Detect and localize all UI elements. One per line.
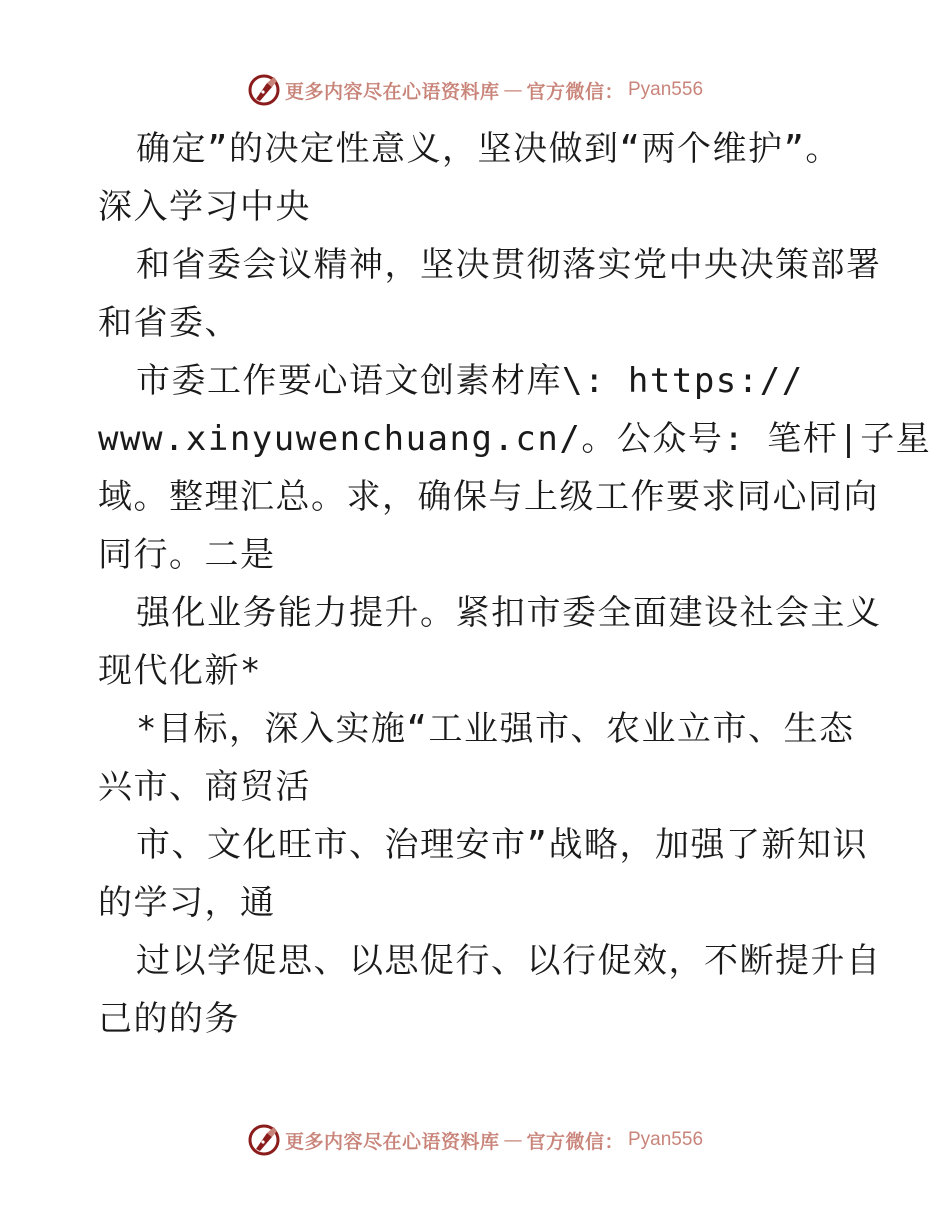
body-line: 己的的务 [98, 999, 240, 1039]
body-line: 强化业务能力提升。紧扣市委全面建设社会主义 [136, 593, 882, 633]
footer-wechat-label: 官方微信： [526, 1130, 624, 1153]
footer-brand-text: 更多内容尽在心语资料库 [284, 1130, 500, 1153]
pen-nib-circle-icon [247, 73, 281, 107]
header-separator: — [503, 79, 523, 101]
header-wechat-id: Pyan556 [628, 79, 704, 100]
body-line: 深入学习中央 [98, 187, 311, 227]
body-line: *目标，深入实施“工业强市、农业立市、生态 [136, 709, 855, 749]
page-header [0, 72, 950, 108]
body-line: 和省委、 [98, 303, 240, 343]
body-line: 兴市、商贸活 [98, 767, 311, 807]
footer-separator: — [503, 1129, 523, 1151]
header-brand [247, 73, 703, 107]
pen-nib-circle-icon [247, 1123, 281, 1157]
body-line: 确定”的决定性意义，坚决做到“两个维护”。 [136, 129, 841, 169]
header-brand-text: 更多内容尽在心语资料库 [284, 80, 500, 103]
body-line: 域。整理汇总。求，确保与上级工作要求同心同向 [98, 477, 879, 517]
body-line: 市、文化旺市、治理安市”战略，加强了新知识 [136, 825, 868, 865]
document-body [98, 120, 932, 1048]
footer-brand [247, 1123, 703, 1157]
body-line: 的学习，通 [98, 883, 276, 923]
body-line: www.xinyuwenchuang.cn/。公众号: 笔杆|子星 [98, 419, 932, 459]
header-wechat-label: 官方微信： [526, 80, 624, 103]
body-line: 和省委会议精神，坚决贯彻落实党中央决策部署 [136, 245, 882, 285]
footer-wechat-id: Pyan556 [628, 1129, 704, 1150]
page-footer [0, 1122, 950, 1158]
body-line: 同行。二是 [98, 535, 276, 575]
body-line: 市委工作要心语文创素材库\: https:// [136, 361, 804, 401]
body-line: 过以学促思、以思促行、以行促效，不断提升自 [136, 941, 882, 981]
body-line: 现代化新* [98, 651, 262, 691]
